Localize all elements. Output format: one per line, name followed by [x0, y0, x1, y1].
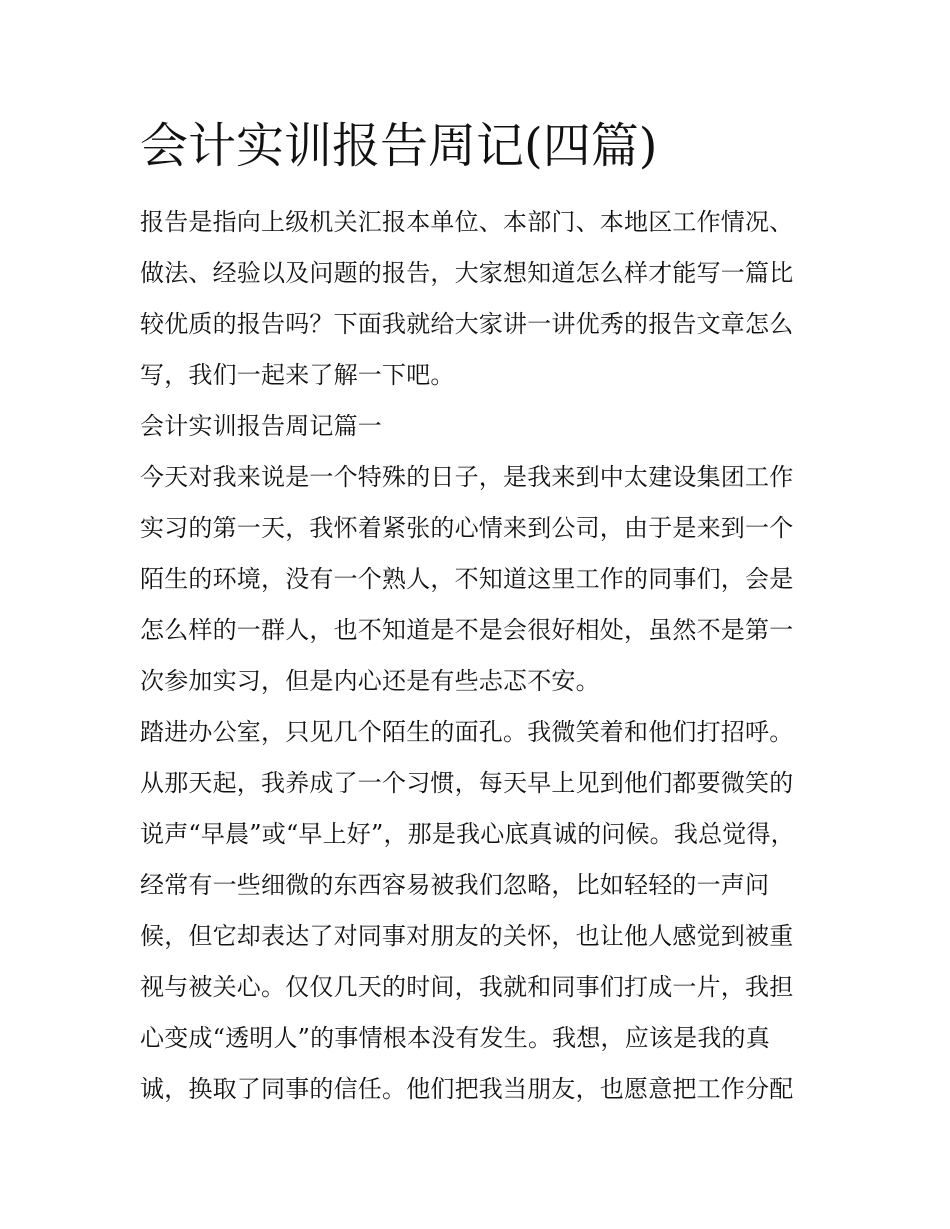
body-line: 怎么样的一群人，也不知道是不是会很好相处，虽然不是第一 [140, 616, 794, 644]
document-title: 会计实训报告周记(四篇) [140, 118, 658, 174]
body-line: 今天对我来说是一个特殊的日子，是我来到中太建设集团工作 [140, 463, 794, 491]
body-line: 从那天起，我养成了一个习惯，每天早上见到他们都要微笑的 [140, 769, 794, 797]
body-line: 实习的第一天，我怀着紧张的心情来到公司，由于是来到一个 [140, 514, 794, 542]
body-line: 陌生的环境，没有一个熟人，不知道这里工作的同事们，会是 [140, 565, 794, 593]
body-line: 经常有一些细微的东西容易被我们忽略，比如轻轻的一声问 [140, 871, 770, 899]
body-line: 候，但它却表达了对同事对朋友的关怀，也让他人感觉到被重 [140, 922, 794, 950]
body-line: 次参加实习，但是内心还是有些忐忑不安。 [140, 667, 600, 695]
body-line: 较优质的报告吗？下面我就给大家讲一讲优秀的报告文章怎么 [140, 310, 794, 338]
body-line: 做法、经验以及问题的报告，大家想知道怎么样才能写一篇比 [140, 259, 794, 287]
body-line: 说声“早晨”或“早上好”，那是我心底真诚的问候。我总觉得， [140, 820, 795, 848]
body-line: 心变成“透明人”的事情根本没有发生。我想，应该是我的真 [140, 1024, 770, 1052]
body-line: 视与被关心。仅仅几天的时间，我就和同事们打成一片，我担 [140, 973, 794, 1001]
body-line: 报告是指向上级机关汇报本单位、本部门、本地区工作情况、 [140, 208, 794, 236]
section-heading: 会计实训报告周记篇一 [140, 412, 382, 440]
body-line: 写，我们一起来了解一下吧。 [140, 361, 455, 389]
body-line: 诚，换取了同事的信任。他们把我当朋友，也愿意把工作分配 [140, 1075, 794, 1103]
body-line: 踏进办公室，只见几个陌生的面孔。我微笑着和他们打招呼。 [140, 718, 794, 746]
